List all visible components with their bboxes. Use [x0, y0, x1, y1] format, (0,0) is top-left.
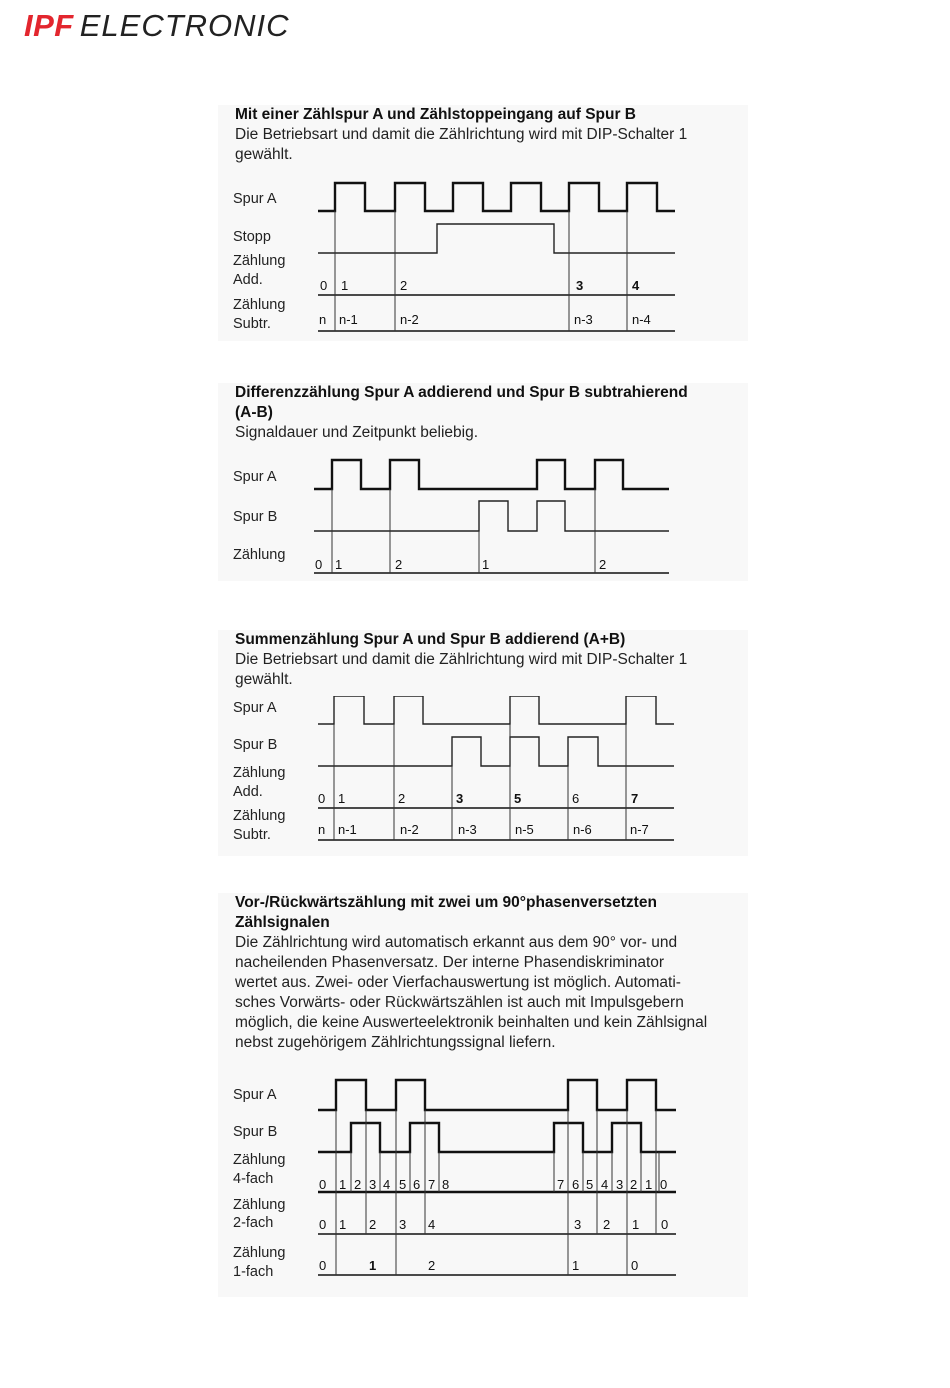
count-value: 3: [574, 1217, 582, 1232]
signal-spur-b: [318, 1123, 676, 1152]
row-label: Spur A: [233, 1087, 277, 1103]
row-label: Spur B: [233, 1124, 278, 1140]
count-value: 4: [601, 1177, 609, 1192]
row-label: Zählung: [233, 765, 286, 781]
count-value: n-4: [632, 312, 651, 327]
count-value: 1: [482, 557, 490, 572]
count-value: 2: [369, 1217, 377, 1232]
count-value: 4: [383, 1177, 391, 1192]
row-label: Zählung: [233, 297, 286, 313]
count-value: 1: [338, 791, 346, 806]
count-value: 5: [399, 1177, 407, 1192]
section-title: Vor-/Rückwärtszählung mit zwei um 90°phasenversetzten: [235, 894, 657, 911]
row-label: 1-fach: [233, 1264, 274, 1280]
signal-stopp: [318, 224, 675, 253]
section-text: nacheilenden Phasenversatz. Der interne Phasendiskriminator: [235, 954, 665, 971]
count-value: 1: [339, 1177, 347, 1192]
timing-diagram-stop: [218, 171, 748, 341]
row-label: Spur A: [233, 469, 277, 485]
section-text: Signaldauer und Zeitpunkt beliebig.: [235, 424, 479, 441]
count-value: 5: [514, 791, 522, 806]
count-value: 0: [319, 1258, 327, 1273]
section-title: Summenzählung Spur A und Spur B addierend (A+B): [235, 631, 626, 648]
section-text: Die Betriebsart und damit die Zählrichtung wird mit DIP-Schalter 1: [235, 651, 688, 668]
section-text: Die Betriebsart und damit die Zählrichtung wird mit DIP-Schalter 1: [235, 126, 688, 143]
row-label: Spur B: [233, 509, 278, 525]
count-value: n-3: [458, 822, 477, 837]
count-value: 6: [413, 1177, 421, 1192]
count-value: n: [318, 822, 326, 837]
row-label: Add.: [233, 272, 263, 288]
count-value: n-2: [400, 312, 419, 327]
count-value: 3: [616, 1177, 624, 1192]
count-value: 6: [572, 1177, 580, 1192]
section-text: Die Zählrichtung wird automatisch erkannt aus dem 90° vor- und: [235, 934, 678, 951]
count-value: 2: [398, 791, 406, 806]
section-counting-stop: [218, 105, 748, 341]
row-label: Subtr.: [233, 316, 271, 332]
section-text: sches Vorwärts- oder Rückwärtszählen ist auch mit Impulsgebern: [235, 994, 684, 1011]
count-value: 5: [586, 1177, 594, 1192]
section-difference-counting: [218, 383, 748, 581]
row-label: Subtr.: [233, 827, 271, 843]
count-value: 6: [572, 791, 580, 806]
count-value: 4: [428, 1217, 436, 1232]
timing-diagram-quadrature: [218, 1065, 748, 1297]
count-value: 7: [557, 1177, 565, 1192]
count-value: n-6: [573, 822, 592, 837]
count-value: 0: [661, 1217, 669, 1232]
count-value: n-2: [400, 822, 419, 837]
logo-word: ELECTRONIC: [79, 8, 290, 43]
count-value: 2: [603, 1217, 611, 1232]
section-title-line2: (A-B): [235, 404, 273, 421]
company-logo: [24, 8, 290, 44]
row-label: Spur A: [233, 191, 277, 207]
section-title: Mit einer Zählspur A und Zählstoppeingang auf Spur B: [235, 106, 636, 123]
section-sum-counting: [218, 630, 748, 856]
count-value: 7: [631, 791, 639, 806]
timing-diagram-sum: [218, 696, 748, 856]
count-value: 0: [319, 1217, 327, 1232]
row-label: Add.: [233, 784, 263, 800]
section-title-line2: Zählsignalen: [235, 914, 330, 931]
count-value: 3: [369, 1177, 377, 1192]
section-title: Differenzzählung Spur A addierend und Spur B subtrahierend: [235, 384, 688, 401]
count-value: n: [319, 312, 327, 327]
row-label: Zählung: [233, 808, 286, 824]
section-text: wertet aus. Zwei- oder Vierfachauswertung ist möglich. Automati-: [235, 974, 681, 991]
row-label: Zählung: [233, 1245, 286, 1261]
logo-brand: IPF: [24, 8, 74, 43]
count-value: 2: [400, 278, 408, 293]
section-text: möglich, die keine Auswerteelektronik beinhalten und kein Zählsignal: [235, 1014, 708, 1031]
row-label: Zählung: [233, 547, 286, 563]
count-value: n-1: [339, 312, 358, 327]
count-value: n-5: [515, 822, 534, 837]
count-value: 3: [399, 1217, 407, 1232]
count-value: 0: [320, 278, 328, 293]
count-value: 3: [576, 278, 584, 293]
count-value: 2: [599, 557, 607, 572]
count-value: 7: [428, 1177, 436, 1192]
section-quadrature-counting: [218, 893, 748, 1297]
count-value: n-1: [338, 822, 357, 837]
signal-spur-a: [314, 460, 669, 489]
count-value: 1: [645, 1177, 653, 1192]
row-label: Stopp: [233, 229, 271, 245]
row-label: Spur B: [233, 737, 278, 753]
count-value: 1: [632, 1217, 640, 1232]
count-value: 0: [315, 557, 323, 572]
count-value: n-3: [574, 312, 593, 327]
count-value: 1: [335, 557, 343, 572]
count-value: 1: [341, 278, 349, 293]
count-value: 0: [660, 1177, 668, 1192]
count-value: 1: [339, 1217, 347, 1232]
row-label: Spur A: [233, 700, 277, 716]
count-value: 3: [456, 791, 464, 806]
row-label: 2-fach: [233, 1215, 274, 1231]
count-value: 1: [369, 1258, 377, 1273]
count-value: 2: [354, 1177, 362, 1192]
count-value: 1: [572, 1258, 580, 1273]
signal-spur-a: [318, 696, 674, 724]
row-label: Zählung: [233, 1197, 286, 1213]
count-value: n-7: [630, 822, 649, 837]
signal-spur-b: [318, 737, 674, 766]
section-text: gewählt.: [235, 671, 293, 688]
timing-diagram-difference: [218, 449, 748, 581]
count-value: 0: [318, 791, 326, 806]
row-label: Zählung: [233, 1152, 286, 1168]
signal-spur-b: [314, 501, 669, 531]
count-value: 4: [632, 278, 640, 293]
section-text: nebst zugehörigem Zählrichtungssignal liefern.: [235, 1034, 556, 1051]
count-value: 0: [319, 1177, 327, 1192]
row-label: Zählung: [233, 253, 286, 269]
count-value: 2: [428, 1258, 436, 1273]
count-value: 0: [631, 1258, 639, 1273]
signal-spur-a: [318, 1080, 676, 1110]
count-value: 8: [442, 1177, 450, 1192]
signal-spur-a: [318, 183, 675, 211]
row-label: 4-fach: [233, 1171, 274, 1187]
count-value: 2: [630, 1177, 638, 1192]
section-text: gewählt.: [235, 146, 293, 163]
count-value: 2: [395, 557, 403, 572]
